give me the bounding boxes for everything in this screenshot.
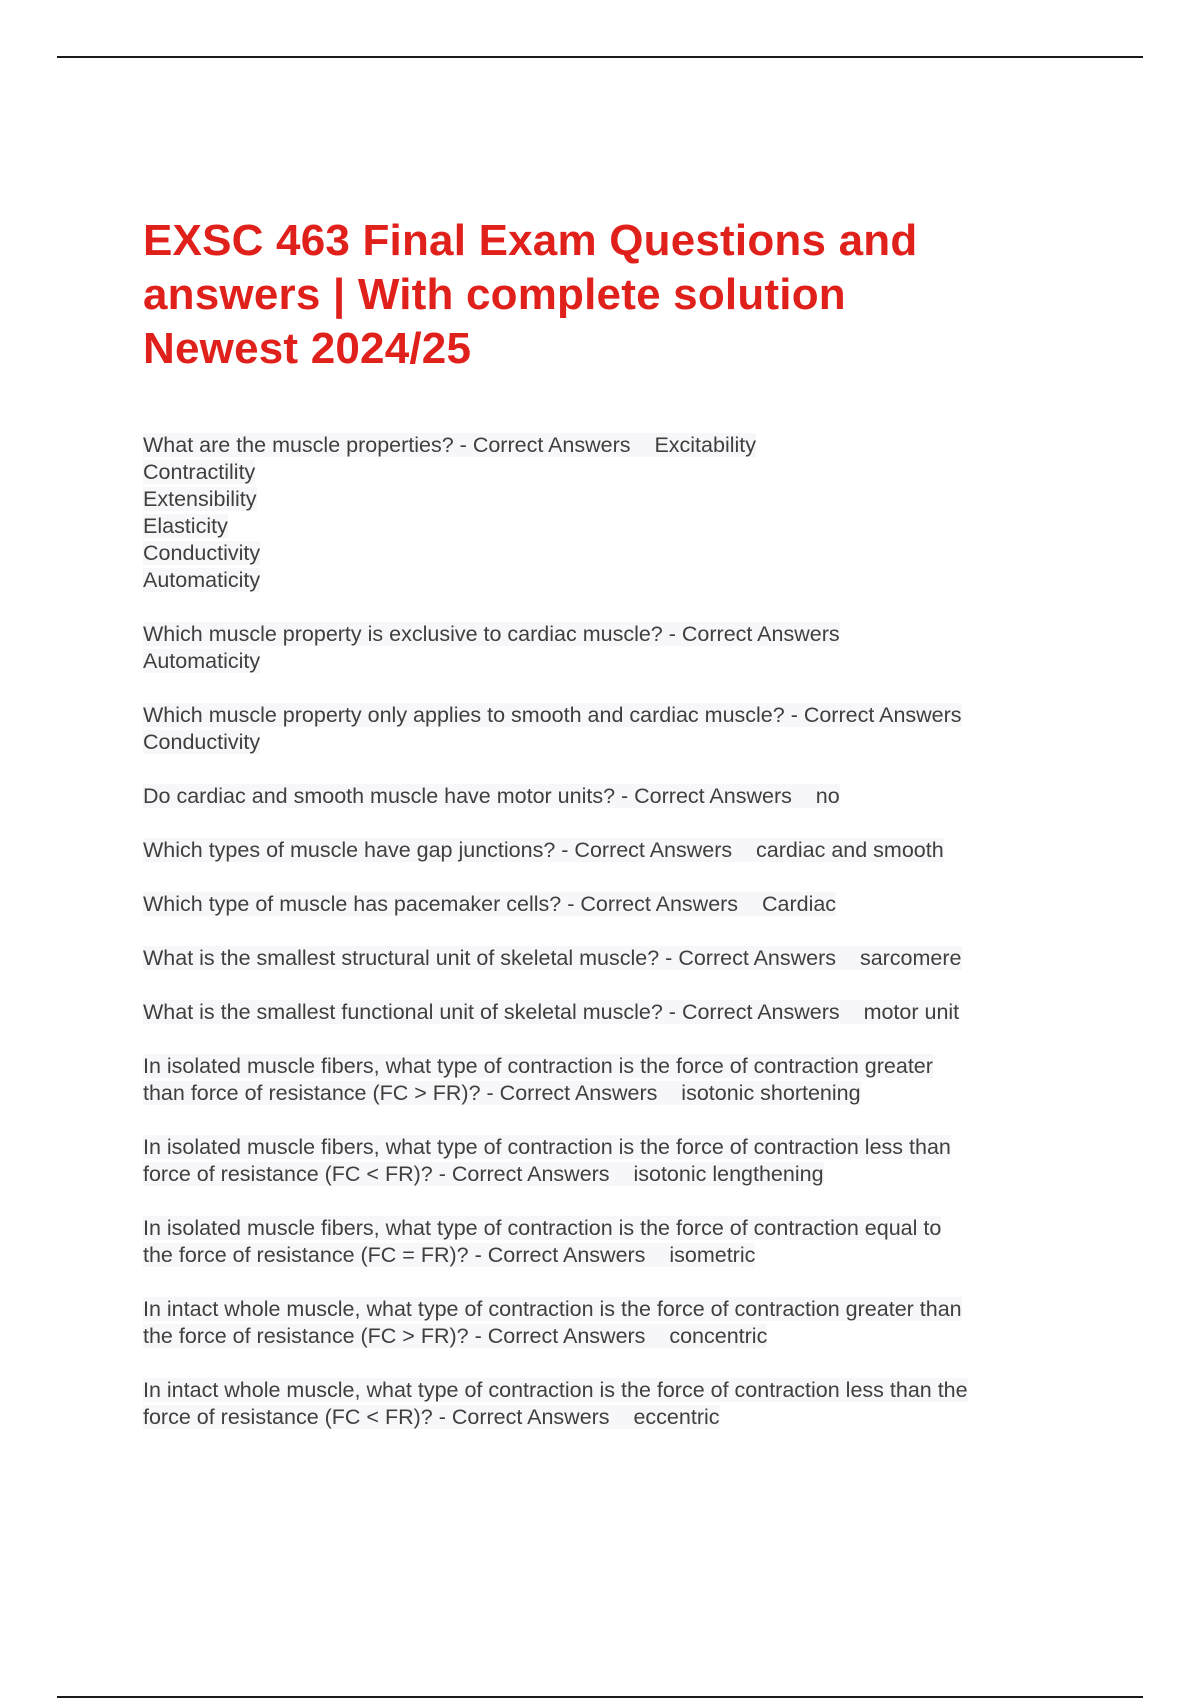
qa-item — [143, 1053, 1063, 1107]
question-text: What are the muscle properties? - — [143, 433, 473, 457]
qa-line — [143, 1053, 1063, 1080]
answer-gap — [792, 784, 816, 808]
answer-gap — [631, 433, 655, 457]
qa-item — [143, 999, 1063, 1026]
qa-text: In intact whole muscle, what type of contraction is the force of contraction greater than — [143, 1297, 962, 1321]
qa-line — [143, 1134, 1063, 1161]
qa-item — [143, 891, 1063, 918]
title-line: answers | With complete solution — [143, 270, 846, 319]
question-text: Which muscle property only applies to smooth and cardiac muscle? - — [143, 703, 804, 727]
correct-answers-label: Correct Answers — [681, 1000, 840, 1024]
question-text: What is the smallest structural unit of skeletal muscle? - — [143, 946, 679, 970]
answer-text: no — [815, 784, 840, 808]
qa-line — [143, 729, 1063, 756]
answer-gap — [738, 892, 762, 916]
qa-item — [143, 1134, 1063, 1188]
question-text: the force of resistance (FC = FR)? - — [143, 1243, 488, 1267]
qa-item — [143, 702, 1063, 756]
qa-text: Conductivity — [143, 730, 261, 754]
qa-item — [143, 1296, 1063, 1350]
question-text: What is the smallest functional unit of skeletal muscle? - — [143, 1000, 682, 1024]
correct-answers-label: Correct Answers — [634, 784, 792, 808]
qa-line — [143, 1323, 1063, 1350]
answer-gap — [645, 1324, 669, 1348]
question-text: Which muscle property is exclusive to cardiac muscle? - — [143, 622, 682, 646]
correct-answers-label: Correct Answers — [451, 1405, 610, 1429]
answer-text: motor unit — [863, 1000, 960, 1024]
title-line: Newest 2024/25 — [143, 324, 472, 373]
qa-list — [143, 432, 1063, 1458]
correct-answers-label: Correct Answers — [451, 1162, 610, 1186]
correct-answers-label: Correct Answers — [681, 622, 840, 646]
qa-line — [143, 648, 1063, 675]
qa-line — [143, 486, 1063, 513]
answer-gap — [836, 946, 860, 970]
question-text: the force of resistance (FC > FR)? - — [143, 1324, 488, 1348]
qa-line — [143, 513, 1063, 540]
answer-gap — [657, 1081, 681, 1105]
qa-line — [143, 1377, 1063, 1404]
qa-text: In isolated muscle fibers, what type of contraction is the force of contraction greater — [143, 1054, 933, 1078]
answer-gap — [645, 1243, 669, 1267]
page-title — [143, 214, 1043, 376]
answer-gap — [610, 1162, 634, 1186]
answer-gap — [732, 838, 756, 862]
qa-line — [143, 567, 1063, 594]
question-text: force of resistance (FC < FR)? - — [143, 1162, 452, 1186]
qa-line — [143, 1080, 1063, 1107]
qa-line — [143, 621, 1063, 648]
qa-line — [143, 459, 1063, 486]
correct-answers-label: Correct Answers — [678, 946, 837, 970]
qa-text: In isolated muscle fibers, what type of contraction is the force of contraction equal to — [143, 1216, 942, 1240]
qa-line — [143, 1242, 1063, 1269]
qa-text: Automaticity — [143, 568, 261, 592]
qa-text: In isolated muscle fibers, what type of contraction is the force of contraction less than — [143, 1135, 951, 1159]
qa-line — [143, 837, 1063, 864]
bottom-rule — [57, 1696, 1143, 1698]
answer-text: eccentric — [633, 1405, 720, 1429]
answer-text: concentric — [669, 1324, 768, 1348]
qa-line — [143, 945, 1063, 972]
question-text: Which types of muscle have gap junctions? - — [143, 838, 575, 862]
correct-answers-label: Correct Answers — [487, 1324, 646, 1348]
correct-answers-label: Correct Answers — [499, 1081, 658, 1105]
correct-answers-label: Correct Answers — [487, 1243, 646, 1267]
qa-item — [143, 621, 1063, 675]
qa-item — [143, 1377, 1063, 1431]
answer-text: sarcomere — [859, 946, 962, 970]
answer-text: cardiac and smooth — [756, 838, 944, 862]
qa-item — [143, 783, 1063, 810]
qa-text: Conductivity — [143, 541, 261, 565]
answer-gap — [610, 1405, 634, 1429]
qa-text: Automaticity — [143, 649, 261, 673]
title-line: EXSC 463 Final Exam Questions and — [143, 216, 918, 265]
question-text: than force of resistance (FC > FR)? - — [143, 1081, 500, 1105]
top-rule — [57, 56, 1143, 58]
qa-item — [143, 945, 1063, 972]
qa-line — [143, 1296, 1063, 1323]
qa-text: In intact whole muscle, what type of contraction is the force of contraction less than the — [143, 1378, 968, 1402]
qa-line — [143, 1161, 1063, 1188]
qa-item — [143, 837, 1063, 864]
qa-line — [143, 540, 1063, 567]
correct-answers-label: Correct Answers — [574, 838, 733, 862]
qa-line — [143, 702, 1063, 729]
correct-answers-label: Correct Answers — [580, 892, 739, 916]
correct-answers-label: Correct Answers — [803, 703, 962, 727]
answer-text: isometric — [669, 1243, 756, 1267]
qa-text: Elasticity — [143, 514, 228, 538]
question-text: Which type of muscle has pacemaker cells? - — [143, 892, 581, 916]
correct-answers-label: Correct Answers — [472, 433, 631, 457]
answer-text: Excitability — [654, 433, 756, 457]
qa-line — [143, 1215, 1063, 1242]
qa-item — [143, 432, 1063, 594]
qa-line — [143, 432, 1063, 459]
qa-line — [143, 1404, 1063, 1431]
qa-line — [143, 999, 1063, 1026]
answer-gap — [840, 1000, 864, 1024]
qa-item — [143, 1215, 1063, 1269]
question-text: force of resistance (FC < FR)? - — [143, 1405, 452, 1429]
answer-text: Cardiac — [761, 892, 837, 916]
question-text: Do cardiac and smooth muscle have motor units? - — [143, 784, 635, 808]
qa-line — [143, 783, 1063, 810]
qa-text: Extensibility — [143, 487, 257, 511]
qa-line — [143, 891, 1063, 918]
qa-text: Contractility — [143, 460, 256, 484]
answer-text: isotonic lengthening — [633, 1162, 824, 1186]
answer-text: isotonic shortening — [681, 1081, 861, 1105]
